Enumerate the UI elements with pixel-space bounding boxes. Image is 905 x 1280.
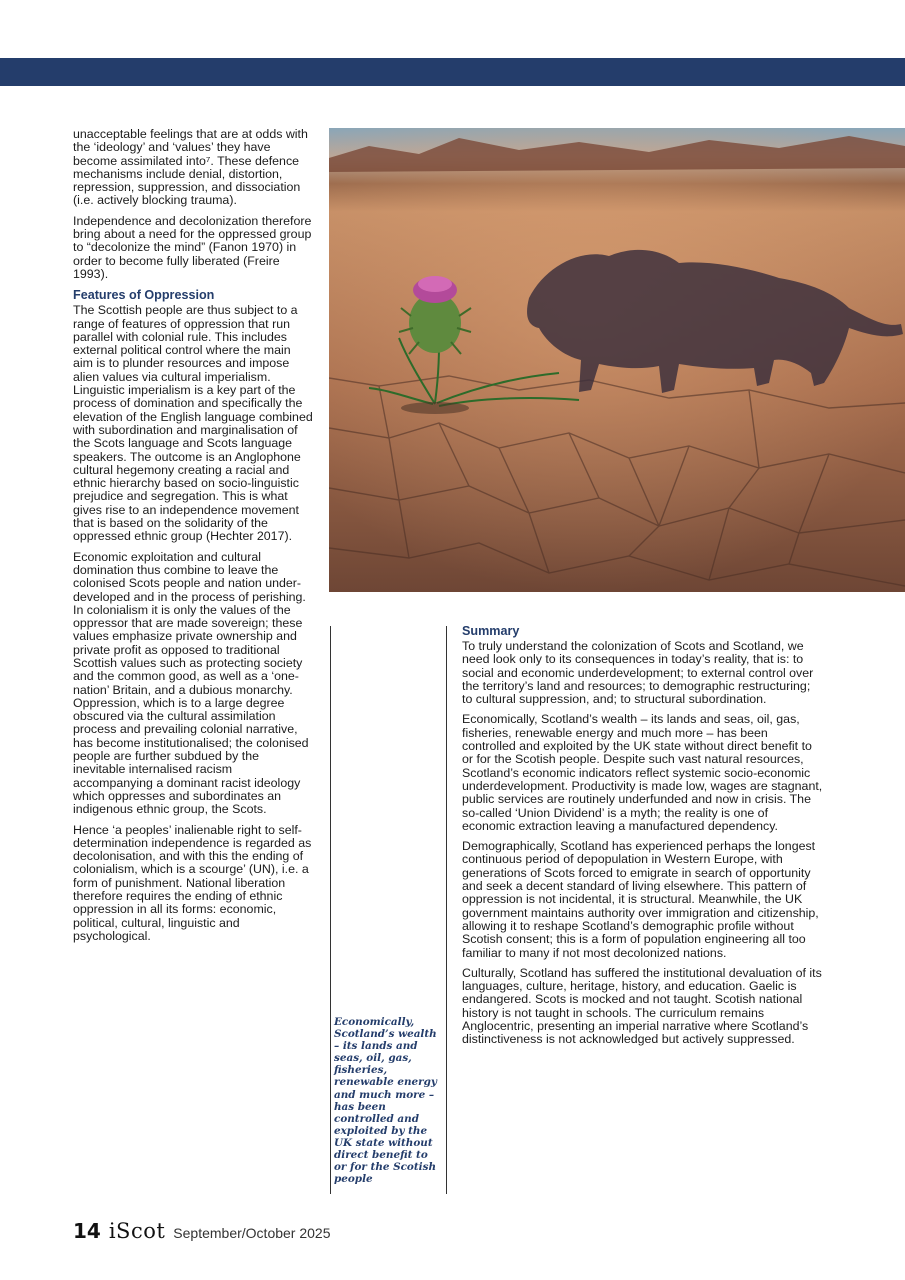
right-column	[462, 624, 824, 1054]
right-paragraph: Economically, Scotland’s wealth – its lands and seas, oil, gas, fisheries, renewable energy and much more – has been controlled and exploited by the UK state without direct benefit to or for the Scotish people. Despite such vast natural resources, Scotland’s economic indicators reflect systemic socio-economic underdevelopment. Productivity is made low, wages are stagnant, public services are routinely underfunded and now in crisis. The so-called ‘Union Dividend’ is a myth; the reality is one of economic extraction leaving a manufactured dependency.	[462, 712, 823, 833]
left-column	[73, 128, 313, 950]
right-paragraph: To truly understand the colonization of Scots and Scotland, we need look only to its consequences in today’s reality, that is: to social and economic underdevelopment; to external control over the territory’s land and resources; to demographic restructuring; to cultural suppression, and; to structural subordination.	[462, 639, 814, 707]
right-paragraph: Culturally, Scotland has suffered the institutional devaluation of its languages, culture, heritage, history, and education. Gaelic is endangered. Scots is mocked and not taught. Scotish national history is not taught in schools. The curriculum remains Anglocentric, presenting an imperial narrative where Scotland’s distinctiveness is not acknowledged but actively suppressed.	[462, 965, 822, 1047]
page-footer	[73, 1219, 331, 1249]
left-paragraph: unacceptable feelings that are at odds with the ‘ideology’ and ‘values’ they have become assimilated into⁷. These defence mechanisms include denial, distortion, repression, suppression, and dissociation (i.e. actively blocking trauma).	[73, 127, 308, 208]
left-paragraph: Independence and decolonization therefore bring about a need for the oppressed group to “decolonize the mind” (Fanon 1970) in order to become fully liberated (Freire 1993).	[73, 213, 312, 281]
brand-logo: iScot	[108, 1219, 166, 1243]
pull-quote: Economically, Scotland’s wealth – its lands and seas, oil, gas, fisheries, renewable energy and much more – has been controlled and exploited by the UK state without direct benefit to or for the Scotish people	[334, 1016, 437, 1186]
section-heading-summary: Summary	[462, 624, 520, 638]
thistle-lion-shadow-photo	[329, 128, 905, 592]
pull-quote-right-rule	[446, 626, 447, 1194]
page-number: 14	[73, 1219, 101, 1243]
left-paragraph: The Scottish people are thus subject to a range of features of oppression that run parallel with colonial rule. This includes external political control where the main aim is to plunder resources and impose alien values via cultural imperialism. Linguistic imperialism is a key part of the process of domination and specifically the elevation of the English language combined with subordination and marginalisation of the Scots language and Scots language speakers. The outcome is an Anglophone cultural hegemony creating a racial and ethnic hierarchy based on socio-linguistic prejudice and segregation. This is what gives rise to an independence movement that is based on the solidarity of the oppressed ethnic group (Hechter 2017).	[73, 303, 313, 544]
pull-quote-left-rule	[330, 626, 331, 1194]
section-heading-features-of-oppression: Features of Oppression	[73, 288, 215, 303]
left-paragraph: Economic exploitation and cultural domination thus combine to leave the colonised Scots people and nation under-developed and in the process of perishing. In colonialism it is only the values of the oppressor that are made sovereign; these values emphasize private ownership and private profit as opposed to traditional Scottish values such as protecting society and the common good, as well as a ‘one-nation’ Britain, and a dubious monarchy. Oppression, which is to a large degree obscured via the cultural assimilation process and prevailing colonial narrative, has become institutionalised; the colonised people are further subdued by the inevitable internalised racism accompanying a dominant racist ideology which oppresses and subordinates an indigenous ethnic group, the Scots.	[73, 549, 309, 817]
header-bar	[0, 58, 905, 86]
right-paragraph: Demographically, Scotland has experienced perhaps the longest continuous period of depopulation in Western Europe, with generations of Scots forced to emigrate in search of opportunity and seek a decent standard of living elsewhere. This pattern of oppression is not incidental, it is structural. Meanwhile, the UK government maintains authority over immigration and citizenship, allowing it to reshape Scotland’s demographic profile without Scotish consent; this is a form of population engineering all too familiar to many if not most decolonized nations.	[462, 839, 819, 960]
issue-date: September/October 2025	[173, 1225, 331, 1241]
left-paragraph: Hence ‘a peoples’ inalienable right to self-determination independence is regarded as decolonisation, and with this the ending of colonialism, which is a scourge’ (UN), i.e. a form of punishment. National liberation therefore requires the ending of ethnic oppression in all its forms: economic, political, cultural, linguistic and psychological.	[73, 822, 312, 943]
